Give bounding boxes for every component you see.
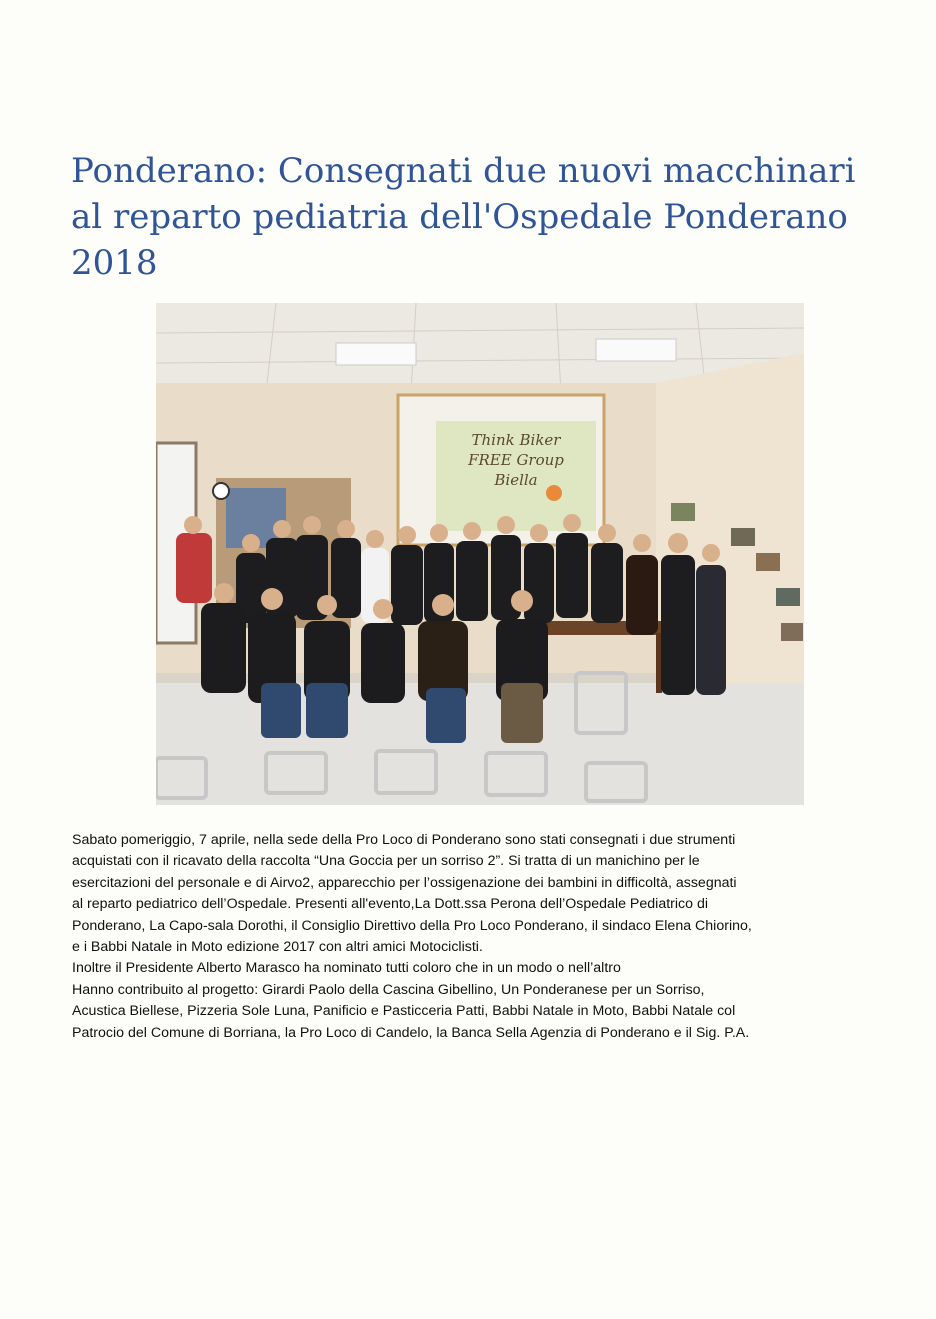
woman-red-jacket xyxy=(176,533,212,603)
article-title: Ponderano: Consegnati due nuovi macchinari al reparto pediatria dell'Ospedale Ponderano 2018 xyxy=(71,151,856,283)
wall-photo xyxy=(756,553,780,571)
banner-line2: FREE Group xyxy=(468,451,564,469)
wall-photo xyxy=(731,528,755,546)
article-paragraph: Sabato pomeriggio, 7 aprile, nella sede della Pro Loco di Ponderano sono stati consegnati i due strumenti acquistati con il ricavato della raccolta “Una Goccia per un sorriso 2”. Si tratta di un manichino per le esercitazioni del personale e di Airvo2, apparecchio per l’ossigenazione dei bambini in difficoltà, assegnati al reparto pediatrico dell’Ospedale. Presenti all'evento,La Dott.ssa Perona dell’Ospedale Pediatrico di Ponderano, La Capo-sala Dorothi, il Consiglio Direttivo della Pro Loco Ponderano, il sindaco Elena Chiorino, e i Babbi Natale in Moto edizione 2017 con altri amici Motociclisti. xyxy=(72,832,752,956)
photo-wall-clock xyxy=(213,483,229,499)
article-body xyxy=(72,830,872,1044)
group-photo xyxy=(156,303,804,805)
banner-line3: Biella xyxy=(494,471,538,489)
ceiling-light xyxy=(336,343,416,365)
ceiling-light xyxy=(596,339,676,361)
banner-line1: Think Biker xyxy=(471,431,561,449)
article-paragraph: Inoltre il Presidente Alberto Marasco ha nominato tutti coloro che in un modo o nell’altro Hanno contribuito al progetto: Girardi Paolo della Cascina Gibellino, Un Ponderanese per un Sorriso, Acustica Biellese, Pizzeria Sole Luna, Panificio e Pasticceria Patti, Babbi Natale in Moto, Babbi Natale col Patrocio del Comune di Borriana, la Pro Loco di Candelo, la Banca Sella Agenzia di Ponderano e il Sig. P.A. xyxy=(72,960,750,1041)
wall-photo xyxy=(781,623,803,641)
wall-photo xyxy=(776,588,800,606)
banner-badge xyxy=(546,485,562,501)
wall-photo xyxy=(671,503,695,521)
